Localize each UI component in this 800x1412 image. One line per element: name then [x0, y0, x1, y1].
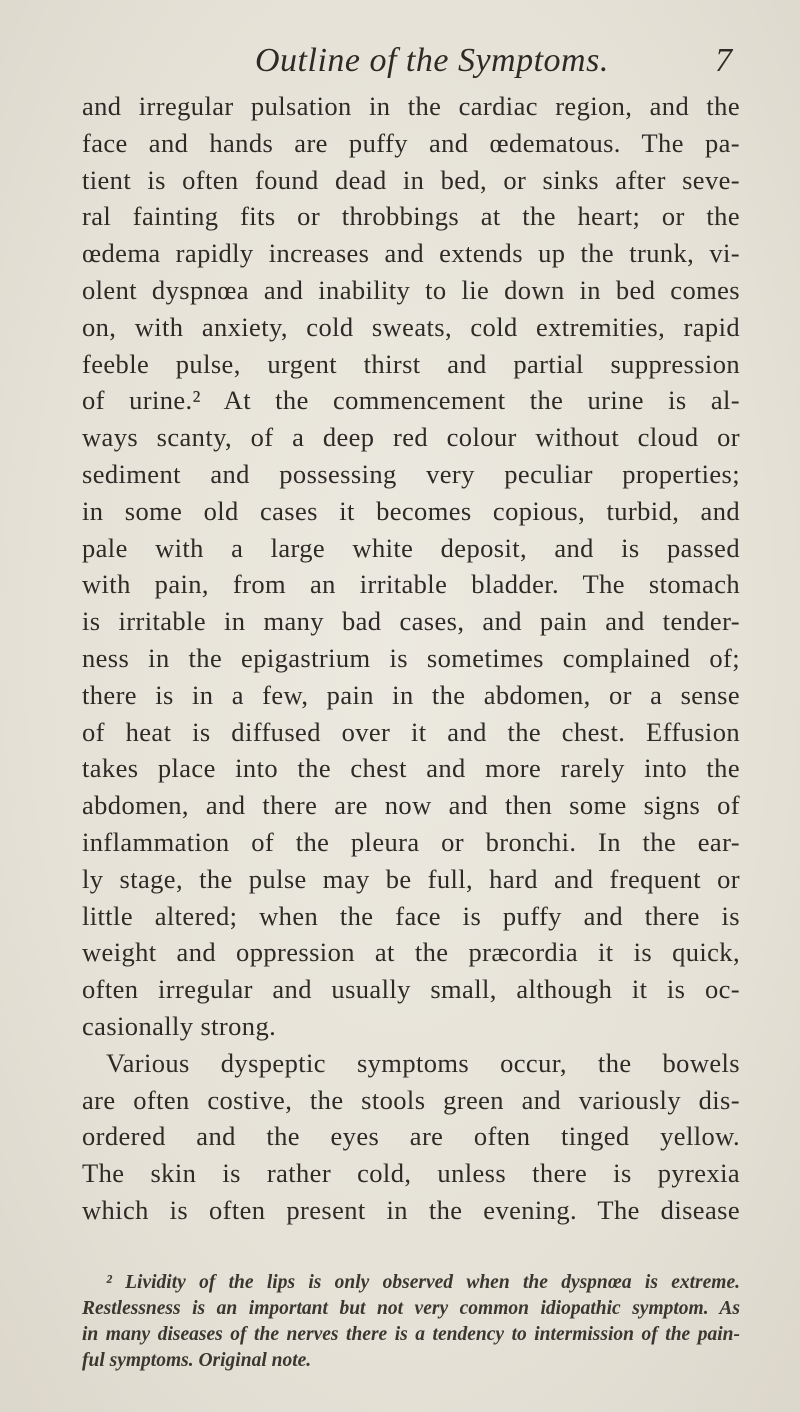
text-line: tient is often found dead in bed, or sinks after seve-	[82, 164, 740, 195]
body-text	[82, 88, 740, 1229]
footnote-line: Restlessness is an important but not very common idiopathic symptom. As	[82, 1298, 740, 1319]
text-line: œdema rapidly increases and extends up the trunk, vi-	[82, 238, 740, 269]
text-line: ways scanty, of a deep red colour without cloud or	[82, 422, 740, 453]
text-line: ness in the epigastrium is sometimes complained of;	[82, 642, 740, 673]
text-line: ordered and the eyes are often tinged yellow.	[82, 1121, 740, 1152]
text-line: ly stage, the pulse may be full, hard and frequent or	[82, 863, 740, 894]
running-head-title: Outline of the Symptoms.	[255, 42, 609, 79]
text-line: little altered; when the face is puffy and there is	[82, 900, 740, 931]
text-line: are often costive, the stools green and variously dis-	[82, 1084, 740, 1115]
text-line: olent dyspnœa and inability to lie down in bed comes	[82, 274, 740, 305]
page-number: 7	[715, 42, 732, 79]
text-line: with pain, from an irritable bladder. The stomach	[82, 569, 740, 600]
text-line: feeble pulse, urgent thirst and partial suppression	[82, 348, 740, 379]
text-line: face and hands are puffy and œdematous. The pa-	[82, 127, 740, 158]
text-line: is irritable in many bad cases, and pain and tender-	[82, 606, 740, 637]
footnote-line: in many diseases of the nerves there is a tendency to intermission of the pain-	[82, 1324, 740, 1345]
text-line: of heat is diffused over it and the chest. Effusion	[82, 716, 740, 747]
footnote	[82, 1270, 740, 1374]
text-line: on, with anxiety, cold sweats, cold extremities, rapid	[82, 311, 740, 342]
text-line: takes place into the chest and more rarely into the	[82, 753, 740, 784]
running-head	[0, 42, 800, 82]
footnote-line: ² Lividity of the lips is only observed when the dyspnœa is extreme.	[106, 1272, 740, 1293]
text-line: inflammation of the pleura or bronchi. In the ear-	[82, 826, 740, 857]
text-line: of urine.² At the commencement the urine is al-	[82, 385, 740, 416]
text-line: often irregular and usually small, although it is oc-	[82, 974, 740, 1005]
text-line: in some old cases it becomes copious, turbid, and	[82, 495, 740, 526]
text-line: there is in a few, pain in the abdomen, or a sense	[82, 679, 740, 710]
footnote-line: ful symptoms. Original note.	[82, 1350, 312, 1371]
text-line: pale with a large white deposit, and is passed	[82, 532, 740, 563]
text-line: Various dyspeptic symptoms occur, the bowels	[106, 1047, 740, 1078]
text-line: sediment and possessing very peculiar properties;	[82, 458, 740, 489]
text-line: ral fainting fits or throbbings at the heart; or the	[82, 201, 740, 232]
text-line: and irregular pulsation in the cardiac region, and the	[82, 91, 740, 121]
text-line: The skin is rather cold, unless there is pyrexia	[82, 1158, 740, 1189]
text-line: abdomen, and there are now and then some signs of	[82, 790, 740, 821]
text-line: casionally strong.	[82, 1010, 277, 1041]
text-line: weight and oppression at the præcordia it is quick,	[82, 937, 740, 968]
text-line: which is often present in the evening. The disease	[82, 1194, 740, 1225]
